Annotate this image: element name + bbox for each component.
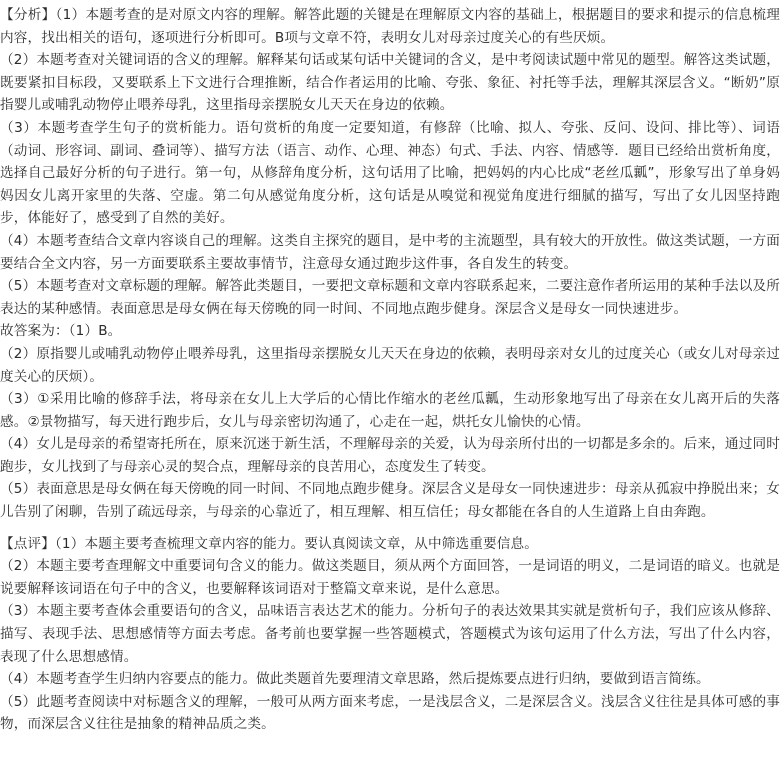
answer-paragraph-1: 故答案为：（1）B。 (0, 323, 122, 340)
analysis-paragraph-3: （3）本题考查学生句子的赏析能力。语句赏析的角度一定要知道，有修辞（比喻、拟人、夸张、反问、设问、排比等）、词语（动词、形容词、副词、叠词等）、描写方法（语言、动作、心理、神态）句式、手法、内容、情感等．题目已经给出赏析角度，选择自己最好分析的句子进行。第一句，从修辞角度分析，这句话用了比喻，把妈妈的内心比成“老丝瓜瓤”，形象写出了单身妈妈因女儿离开家里的失落、空虚。第二句从感觉角度分析，这句话是从嗅觉和视觉角度进行细腻的描写，写出了女儿因坚持跑步，体能好了，感受到了自然的美好。 (0, 119, 780, 227)
answer-paragraph-4: （4）女儿是母亲的希望寄托所在，原来沉迷于新生活，不理解母亲的关爱，认为母亲所付出的一切都是多余的。后来，通过同时跑步，女儿找到了与母亲心灵的契合点，理解母亲的良苦用心，态度发生了转变。 (0, 436, 780, 475)
analysis-paragraph-1: 【分析】（1）本题考查的是对原文内容的理解。解答此题的关键是在理解原文内容的基础上，根据题目的要求和提示的信息梳理内容，找出相关的语句，逐项进行分析即可。B项与文章不符，表明女儿对母亲过度关心的有些厌烦。 (0, 7, 780, 46)
comment-paragraph-1: 【点评】（1）本题主要考查梳理文章内容的能力。要认真阅读文章，从中筛选重要信息。 (0, 535, 539, 552)
section-gap (0, 524, 780, 533)
comment-paragraph-5: （5）此题考查阅读中对标题含义的理解，一般可从两方面来考虑，一是浅层含义，二是深层含义。浅层含义往往是具体可感的事物，而深层含义往往是抽象的精神品质之类。 (0, 693, 780, 733)
comment-section (0, 533, 780, 736)
answer-paragraph-5: （5）表面意思是母女俩在每天傍晚的同一时间、不同地点跑步健身。深层含义是母女一同快速进步：母亲从孤寂中挣脱出来；女儿告别了闲聊，告别了疏远母亲，与母亲的心靠近了，相互理解、相互信任；母女都能在各自的人生道路上自由奔跑。 (0, 481, 780, 521)
analysis-paragraph-2: （2）本题考查对关键词语的含义的理解。解释某句话或某句话中关键词的含义，是中考阅读试题中常见的题型。解答这类试题，既要紧扣目标段，又要联系上下文进行合理推断，结合作者运用的比喻、夸张、象征、衬托等手法，理解其深层含义。“断奶”原指婴儿或哺乳动物停止喂养母乳，这里指母亲摆脱女儿天天在身边的依赖。 (0, 52, 780, 114)
answer-paragraph-2: （2）原指婴儿或哺乳动物停止喂养母乳，这里指母亲摆脱女儿天天在身边的依赖，表明母亲对女儿的过度关心（或女儿对母亲过度关心的厌烦）。 (0, 345, 780, 385)
answer-paragraph-3: （3）①采用比喻的修辞手法，将母亲在女儿上大学后的心情比作缩水的老丝瓜瓤，生动形象地写出了母亲在女儿离开后的失落感。②景物描写，每天进行跑步后，女儿与母亲密切沟通了，心走在一起，烘托女儿愉快的心情。 (0, 391, 780, 430)
analysis-paragraph-5: （5）本题考查对文章标题的理解。解答此类题目，一要把文章标题和文章内容联系起来，二要注意作者所运用的某种手法以及所表达的某种感情。表面意思是母女俩在每天傍晚的同一时间、不同地点跑步健身。深层含义是母女一同快速进步。 (0, 278, 780, 317)
analysis-section (0, 4, 780, 524)
analysis-paragraph-4: （4）本题考查结合文章内容谈自己的理解。这类自主探究的题目，是中考的主流题型，具有较大的开放性。做这类试题，一方面要结合全文内容，另一方面要联系主要故事情节，注意母女通过跑步这件事，各自发生的转变。 (0, 232, 780, 272)
comment-paragraph-2: （2）本题主要考查理解文中重要词句含义的能力。做这类题目，须从两个方面回答，一是词语的明义，二是词语的暗义。也就是说要解释该词语在句子中的含义，也要解释该词语对于整篇文章来说，是什么意思。 (0, 558, 780, 597)
comment-paragraph-4: （4）本题考查学生归纳内容要点的能力。做此类题首先要理清文章思路，然后提炼要点进行归纳，要做到语言简练。 (0, 671, 710, 688)
comment-paragraph-3: （3）本题主要考查体会重要语句的含义，品味语言表达艺术的能力。分析句子的表达效果其实就是赏析句子，我们应该从修辞、描写、表现手法、思想感情等方面去考虑。备考前也要掌握一些答题模式，答题模式为该句运用了什么方法，写出了什么内容，表现了什么思想感情。 (0, 603, 780, 665)
